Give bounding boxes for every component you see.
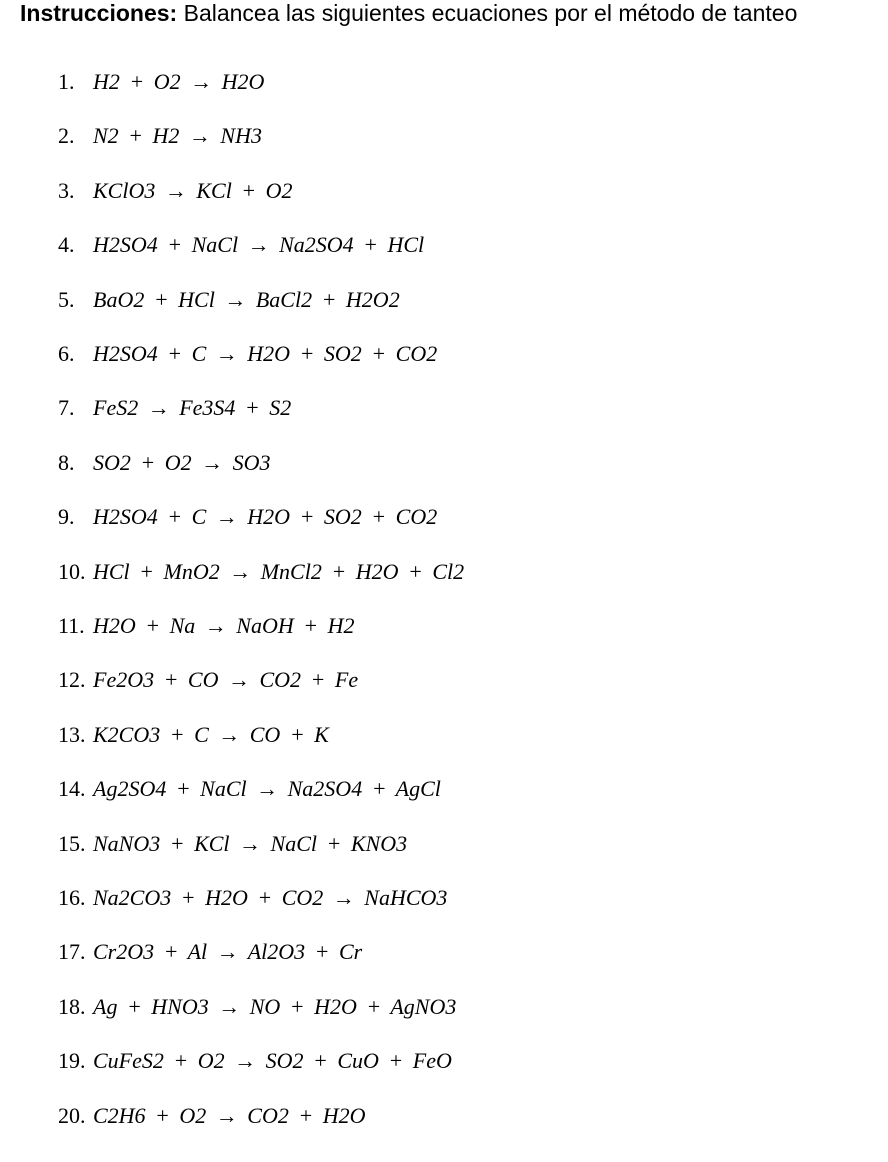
equation-number: 20. xyxy=(58,1103,86,1128)
equation-expression: H2 + O2 → H2O xyxy=(93,69,265,94)
equation-expression: C2H6 + O2 → CO2 + H2O xyxy=(93,1103,366,1128)
equation-item xyxy=(58,665,358,695)
equation-expression: KClO3 → KCl + O2 xyxy=(93,178,293,203)
equation-expression: N2 + H2 → NH3 xyxy=(93,123,262,148)
equation-item xyxy=(58,1101,365,1131)
equation-item xyxy=(58,557,464,587)
equation-item xyxy=(58,121,262,151)
equation-item xyxy=(58,611,354,641)
equation-expression: H2SO4 + C → H2O + SO2 + CO2 xyxy=(93,341,438,366)
equation-number: 4. xyxy=(58,232,75,257)
equation-item xyxy=(58,937,362,967)
equation-number: 6. xyxy=(58,341,75,366)
equation-number: 10. xyxy=(58,559,86,584)
equation-number: 2. xyxy=(58,123,75,148)
instructions-heading xyxy=(20,0,797,27)
equation-expression: H2O + Na → NaOH + H2 xyxy=(93,613,355,638)
equation-number: 3. xyxy=(58,178,75,203)
equation-item xyxy=(58,448,271,478)
equation-expression: Na2CO3 + H2O + CO2 → NaHCO3 xyxy=(93,885,448,910)
equation-number: 1. xyxy=(58,69,75,94)
equation-expression: FeS2 → Fe3S4 + S2 xyxy=(93,395,292,420)
equation-expression: Ag + HNO3 → NO + H2O + AgNO3 xyxy=(93,994,457,1019)
equation-number: 18. xyxy=(58,994,86,1019)
instructions-text: Balancea las siguientes ecuaciones por el método de tanteo xyxy=(183,0,798,26)
equation-number: 8. xyxy=(58,450,75,475)
equation-item xyxy=(58,393,291,423)
equation-item xyxy=(58,67,264,97)
equation-expression: Ag2SO4 + NaCl → Na2SO4 + AgCl xyxy=(93,776,441,801)
equation-number: 16. xyxy=(58,885,86,910)
equation-expression: K2CO3 + C → CO + K xyxy=(93,722,329,747)
equation-number: 14. xyxy=(58,776,86,801)
equation-number: 15. xyxy=(58,831,86,856)
equation-expression: CuFeS2 + O2 → SO2 + CuO + FeO xyxy=(93,1048,452,1073)
equation-expression: HCl + MnO2 → MnCl2 + H2O + Cl2 xyxy=(93,559,465,584)
equation-number: 17. xyxy=(58,939,86,964)
equation-item xyxy=(58,992,456,1022)
equation-expression: NaNO3 + KCl → NaCl + KNO3 xyxy=(93,831,408,856)
equation-expression: Cr2O3 + Al → Al2O3 + Cr xyxy=(93,939,363,964)
equation-item xyxy=(58,502,437,532)
equation-item xyxy=(58,176,293,206)
equation-number: 12. xyxy=(58,667,86,692)
equation-item xyxy=(58,883,447,913)
equation-number: 9. xyxy=(58,504,75,529)
equation-expression: Fe2O3 + CO → CO2 + Fe xyxy=(93,667,359,692)
equation-number: 7. xyxy=(58,395,75,420)
equation-expression: SO2 + O2 → SO3 xyxy=(93,450,271,475)
equation-item xyxy=(58,230,424,260)
equation-expression: H2SO4 + NaCl → Na2SO4 + HCl xyxy=(93,232,425,257)
equation-item xyxy=(58,1046,452,1076)
equation-item xyxy=(58,285,400,315)
equation-expression: H2SO4 + C → H2O + SO2 + CO2 xyxy=(93,504,438,529)
equation-item xyxy=(58,339,437,369)
equation-number: 13. xyxy=(58,722,86,747)
equation-item xyxy=(58,774,441,804)
equation-item xyxy=(58,720,329,750)
instructions-lead: Instrucciones: xyxy=(20,0,178,26)
equation-number: 5. xyxy=(58,287,75,312)
equation-number: 11. xyxy=(58,613,85,638)
equation-number: 19. xyxy=(58,1048,86,1073)
equation-expression: BaO2 + HCl → BaCl2 + H2O2 xyxy=(93,287,400,312)
equation-item xyxy=(58,829,407,859)
